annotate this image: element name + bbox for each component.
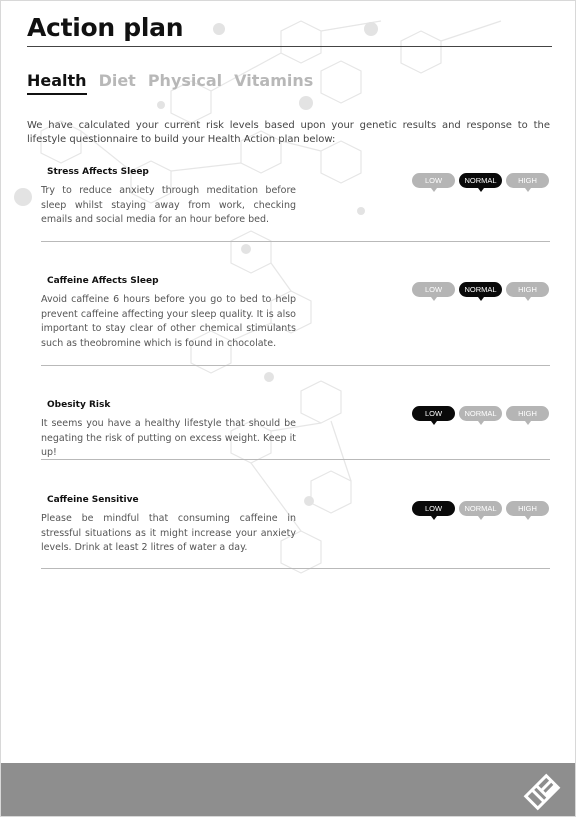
tab-health[interactable]: Health [27,71,87,95]
level-high-pill[interactable]: HIGH [506,501,549,516]
title-divider [27,46,552,47]
page-footer [1,763,576,817]
risk-level-selector [412,173,549,188]
item-description: Please be mindful that consuming caffeine in stressful situations as it might increase your anxiety levels. Drink at least 2 litres of water a day. [41,513,296,553]
item-divider [41,459,550,460]
item-description: It seems you have a healthy lifestyle that should be negating the risk of putting on excess weight. Keep it up! [41,418,296,458]
item-title: Caffeine Affects Sleep [47,276,159,286]
page-title: Action plan [27,13,184,42]
level-low-pill[interactable]: LOW [412,282,455,297]
level-low-pill[interactable]: LOW [412,406,455,421]
item-divider [41,241,550,242]
level-normal-pill[interactable]: NORMAL [459,406,502,421]
risk-level-selector [412,406,549,421]
level-normal-pill[interactable]: NORMAL [459,282,502,297]
level-low-pill[interactable]: LOW [412,173,455,188]
level-high-pill[interactable]: HIGH [506,406,549,421]
action-item-caffeine-sensitive [41,495,551,571]
action-item-caffeine-affects-sleep [41,276,551,368]
brand-logo-icon [519,769,565,815]
item-description: Try to reduce anxiety through meditation before sleep whilst staying away from work, checking emails and social media for an hour before bed. [41,185,296,225]
tab-physical[interactable]: Physical [147,71,223,90]
level-high-pill[interactable]: HIGH [506,173,549,188]
risk-level-selector [412,501,549,516]
item-title: Caffeine Sensitive [47,495,139,505]
item-divider [41,365,550,366]
item-title: Obesity Risk [47,400,111,410]
level-low-pill[interactable]: LOW [412,501,455,516]
tab-bar [27,71,313,95]
action-item-stress-affects-sleep [41,167,551,243]
level-normal-pill[interactable]: NORMAL [459,501,502,516]
item-description: Avoid caffeine 6 hours before you go to bed to help prevent caffeine affecting your sleep quality. It is also important to stay clear of other chemical stimulants such as theobromine which is found in chocolate. [41,294,296,349]
level-normal-pill[interactable]: NORMAL [459,173,502,188]
tab-vitamins[interactable]: Vitamins [234,71,314,90]
intro-text: We have calculated your current risk levels based upon your genetic results and response to the lifestyle questionnaire to build your Health Action plan below: [27,120,550,145]
action-item-obesity-risk [41,400,551,462]
level-high-pill[interactable]: HIGH [506,282,549,297]
item-divider [41,568,550,569]
tab-diet[interactable]: Diet [98,71,136,90]
item-title: Stress Affects Sleep [47,167,149,177]
risk-level-selector [412,282,549,297]
